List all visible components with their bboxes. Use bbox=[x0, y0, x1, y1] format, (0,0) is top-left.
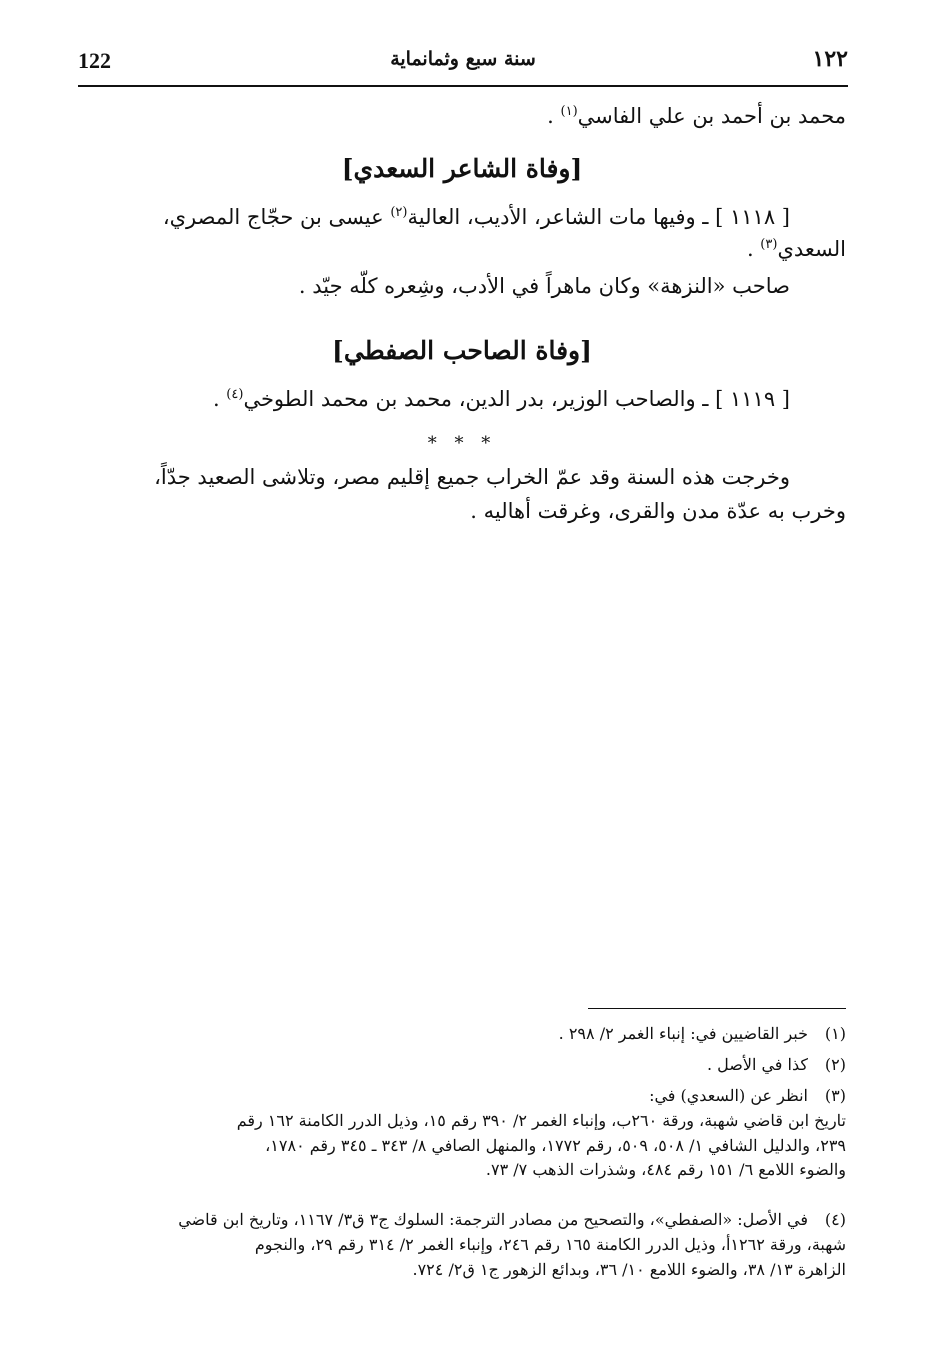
footnote-text: في الأصل: «الصفطي»، والتصحيح من مصادر الترجمة: السلوك ج٣ ق٣/ ١١٦٧، وتاريخ ابن قاضي bbox=[178, 1210, 808, 1229]
footnote-line: الزاهرة ١٣/ ٣٨، والضوء اللامع ١٠/ ٣٦، وبدائع الزهور ج١ ق٢/ ٧٢٤. bbox=[412, 1259, 846, 1279]
body-text: السعدي bbox=[777, 237, 846, 262]
footnote-ref-1: (١) bbox=[560, 104, 578, 119]
entry-1118-line-2 bbox=[78, 236, 846, 262]
footnote-line: شهبة، ورقة ١٢٦٢أ، وذيل الدرر الكامنة ١٦٥ رقم ٢٤٦، وإنباء الغمر ٢/ ٣١٤ رقم ٢٩، والنجوم bbox=[254, 1234, 846, 1254]
entry-1118 bbox=[78, 204, 846, 299]
footnote-text: كذا في الأصل . bbox=[706, 1055, 808, 1074]
footnote-2 bbox=[78, 1053, 846, 1078]
footnote-ref-2: (٢) bbox=[390, 205, 408, 220]
page-number-arabic: ١٢٢ bbox=[812, 46, 848, 72]
page-header bbox=[78, 44, 848, 84]
entry-1118-line-1 bbox=[78, 204, 846, 230]
footnote-rule bbox=[588, 1008, 846, 1009]
body-line-continuation bbox=[78, 103, 846, 129]
closing-paragraph-line-1: وخرجت هذه السنة وقد عمّ الخراب جميع إقليم مصر، وتلاشى الصعيد جدّاً، bbox=[154, 465, 790, 489]
body-text: [ ١١١٩ ] ـ والصاحب الوزير، بدر الدين، محمد بن محمد الطوخي bbox=[243, 387, 790, 411]
section-separator: * * * bbox=[427, 433, 497, 454]
footnote-text: خبر القاضيين في: إنباء الغمر ٢/ ٢٩٨ . bbox=[558, 1024, 808, 1043]
body-text: محمد بن أحمد بن علي الفاسي bbox=[577, 104, 846, 128]
footnote-number: (٢) bbox=[824, 1055, 846, 1074]
body-text: عيسى بن حجّاج المصري، bbox=[162, 205, 391, 229]
closing-paragraph bbox=[78, 464, 846, 525]
footnote-line: والضوء اللامع ٦/ ١٥١ رقم ٤٨٤، وشذرات الذهب ٧/ ٧٣. bbox=[485, 1160, 846, 1180]
header-rule bbox=[78, 85, 848, 87]
footnote-number: (٣) bbox=[824, 1086, 846, 1105]
closing-paragraph-line-2: وخرب به عدّة مدن والقرى، وغرقت أهاليه . bbox=[470, 499, 846, 524]
footnote-1 bbox=[78, 1022, 846, 1047]
footnote-line: ٢٣٩، والدليل الشافي ١/ ٥٠٨، ٥٠٩، رقم ١٧٧٢، والمنهل الصافي ٨/ ٣٤٣ ـ ٣٤٥ رقم ١٧٨٠، bbox=[265, 1135, 846, 1155]
entry-1119 bbox=[78, 386, 846, 412]
body-text: [ ١١١٨ ] ـ وفيها مات الشاعر، الأديب، العالية bbox=[407, 205, 790, 229]
footnote-line bbox=[78, 1208, 846, 1233]
footnote-text: انظر عن (السعدي) في: bbox=[649, 1086, 808, 1105]
section-heading-saadi: [وفاة الشاعر السعدي] bbox=[341, 154, 583, 183]
footnote-number: (٤) bbox=[824, 1210, 846, 1229]
footnote-line bbox=[78, 1084, 846, 1109]
footnote-3 bbox=[78, 1084, 846, 1183]
body-text: . bbox=[212, 387, 227, 411]
footnote-ref-3: (٣) bbox=[760, 237, 778, 253]
entry-1119-line bbox=[78, 386, 846, 412]
footnote-ref-4: (٤) bbox=[226, 387, 244, 402]
page-number-latin: 122 bbox=[78, 48, 111, 73]
section-heading-safti: [وفاة الصاحب الصفطي] bbox=[332, 336, 592, 365]
running-title: سنة سبع وثمانماية bbox=[390, 48, 536, 70]
body-text: . bbox=[547, 104, 561, 128]
footnote-number: (١) bbox=[824, 1024, 846, 1043]
body-text: . bbox=[746, 237, 761, 262]
entry-1118-line-3: صاحب «النزهة» وكان ماهراً في الأدب، وشِعره كلّه جيّد . bbox=[298, 273, 790, 298]
footnote-line: تاريخ ابن قاضي شهبة، ورقة ٢٦٠ب، وإنباء الغمر ٢/ ٣٩٠ رقم ١٥، وذيل الدرر الكامنة ١٦٢ رقم bbox=[236, 1110, 846, 1130]
footnote-4 bbox=[78, 1208, 846, 1282]
